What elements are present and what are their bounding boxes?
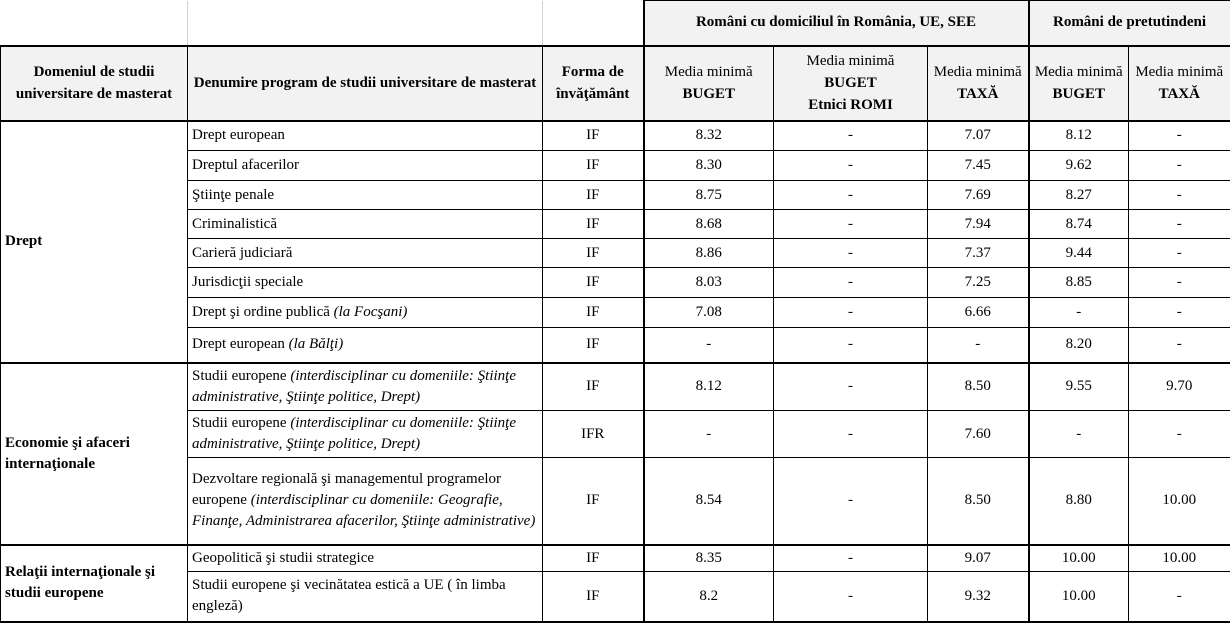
column-header-row	[1, 46, 1230, 121]
min-avg-taxa-pretutindeni-cell: -	[1129, 411, 1230, 458]
empty-cell-form	[543, 1, 644, 46]
col-header-program: Denumire program de studii universitare de masterat	[188, 46, 543, 121]
empty-cell-domain	[1, 1, 188, 46]
table-row	[1, 545, 1230, 572]
metric-label-regular: Media minimă	[1034, 64, 1123, 80]
min-avg-taxa-pretutindeni-cell: 10.00	[1129, 545, 1230, 572]
program-cell	[188, 411, 543, 458]
study-form-cell: IF	[543, 328, 644, 363]
study-form-cell: IF	[543, 210, 644, 239]
min-avg-buget-ro-cell: 8.30	[644, 151, 774, 181]
program-note: (interdisciplinar cu domeniile: Ştiinţe administrative, Ştiinţe politice, Drept)	[192, 415, 516, 452]
metric-label-line2: BUGET	[682, 86, 735, 102]
min-avg-buget-romi-cell: -	[774, 239, 928, 268]
metric-label-regular: Media minimă	[933, 64, 1022, 80]
min-avg-buget-romi-cell: -	[774, 411, 928, 458]
study-form-cell: IF	[543, 298, 644, 328]
study-form-cell: IF	[543, 151, 644, 181]
program-cell	[188, 181, 543, 210]
min-avg-buget-ro-cell: 8.2	[644, 571, 774, 622]
min-avg-taxa-pretutindeni-cell: -	[1129, 151, 1230, 181]
min-avg-taxa-ro-cell: 7.07	[928, 121, 1029, 151]
min-avg-buget-romi-cell: -	[774, 151, 928, 181]
min-avg-buget-ro-cell: 7.08	[644, 298, 774, 328]
min-avg-buget-pretutindeni-cell: -	[1029, 411, 1129, 458]
program-name: Geopolitică şi studii strategice	[192, 549, 375, 566]
min-avg-buget-romi-cell: -	[774, 328, 928, 363]
min-avg-buget-ro-cell: -	[644, 328, 774, 363]
col-header-buget-ro	[644, 46, 774, 121]
group-header-pretutindeni: Români de pretutindeni	[1029, 1, 1230, 46]
program-cell	[188, 298, 543, 328]
domain-cell: Relaţii internaţionale şi studii europene	[1, 545, 188, 623]
min-avg-taxa-ro-cell: 7.60	[928, 411, 1029, 458]
min-avg-buget-pretutindeni-cell: 9.44	[1029, 239, 1129, 268]
col-header-buget-romi	[774, 46, 928, 121]
program-name: Drept european	[192, 127, 285, 144]
empty-cell-program	[188, 1, 543, 46]
metric-label-line2: TAXĂ	[1158, 86, 1200, 102]
min-avg-buget-ro-cell: 8.35	[644, 545, 774, 572]
min-avg-buget-ro-cell: -	[644, 411, 774, 458]
program-cell	[188, 151, 543, 181]
min-avg-taxa-ro-cell: 7.45	[928, 151, 1029, 181]
program-note: (interdisciplinar cu domeniile: Ştiinţe administrative, Ştiinţe politice, Drept)	[192, 367, 516, 405]
program-name: Jurisdicţii speciale	[192, 274, 304, 290]
metric-label-line2: TAXĂ	[957, 86, 999, 102]
min-avg-taxa-ro-cell: 9.07	[928, 545, 1029, 572]
min-avg-buget-pretutindeni-cell: 10.00	[1029, 571, 1129, 622]
min-avg-taxa-ro-cell: 7.94	[928, 210, 1029, 239]
table-body	[1, 121, 1230, 623]
program-name: Criminalistică	[192, 215, 277, 232]
min-avg-taxa-pretutindeni-cell: -	[1129, 210, 1230, 239]
study-form-cell: IFR	[543, 411, 644, 458]
program-cell	[188, 210, 543, 239]
program-name: Drept european	[192, 336, 289, 353]
program-name: Dezvoltare regională şi managementul programelor europene	[192, 471, 502, 509]
min-avg-buget-romi-cell: -	[774, 298, 928, 328]
metric-label-regular: Media minimă	[1135, 64, 1224, 80]
min-avg-buget-pretutindeni-cell: 8.85	[1029, 268, 1129, 298]
min-avg-taxa-ro-cell: -	[928, 328, 1029, 363]
min-avg-taxa-pretutindeni-cell: -	[1129, 328, 1230, 363]
program-name: Studii europene	[192, 415, 291, 431]
min-avg-buget-romi-cell: -	[774, 458, 928, 545]
col-header-form: Forma de învăţământ	[543, 46, 644, 121]
program-cell	[188, 121, 543, 151]
min-avg-buget-pretutindeni-cell: 9.62	[1029, 151, 1129, 181]
min-avg-taxa-ro-cell: 7.69	[928, 181, 1029, 210]
program-cell	[188, 571, 543, 622]
program-note: (la Bălţi)	[288, 336, 344, 353]
min-avg-buget-romi-cell: -	[774, 268, 928, 298]
group-header-row	[1, 1, 1230, 46]
min-avg-taxa-pretutindeni-cell: -	[1129, 268, 1230, 298]
table-row	[1, 121, 1230, 151]
min-avg-buget-ro-cell: 8.86	[644, 239, 774, 268]
program-name: Studii europene şi vecinătatea estică a UE ( în limba engleză)	[192, 577, 506, 615]
min-avg-buget-pretutindeni-cell: 8.12	[1029, 121, 1129, 151]
study-form-cell: IF	[543, 268, 644, 298]
domain-cell: Drept	[1, 121, 188, 363]
program-note: (la Focşani)	[333, 304, 408, 320]
program-name: Dreptul afacerilor	[192, 157, 300, 173]
min-avg-buget-romi-cell: -	[774, 545, 928, 572]
program-cell	[188, 545, 543, 572]
min-avg-taxa-ro-cell: 9.32	[928, 571, 1029, 622]
min-avg-buget-romi-cell: -	[774, 121, 928, 151]
min-avg-taxa-ro-cell: 7.25	[928, 268, 1029, 298]
min-avg-taxa-ro-cell: 8.50	[928, 458, 1029, 545]
program-cell	[188, 239, 543, 268]
min-avg-taxa-pretutindeni-cell: 9.70	[1129, 363, 1230, 411]
domain-cell: Economie şi afaceri internaţionale	[1, 363, 188, 545]
min-avg-buget-romi-cell: -	[774, 181, 928, 210]
min-avg-taxa-pretutindeni-cell: -	[1129, 239, 1230, 268]
program-name: Ştiinţe penale	[192, 186, 275, 203]
metric-label-line2: Etnici ROMI	[808, 97, 893, 113]
min-avg-taxa-pretutindeni-cell: -	[1129, 571, 1230, 622]
study-form-cell: IF	[543, 181, 644, 210]
min-avg-buget-ro-cell: 8.03	[644, 268, 774, 298]
min-avg-buget-romi-cell: -	[774, 363, 928, 411]
program-cell	[188, 363, 543, 411]
program-note: (interdisciplinar cu domeniile: Geografie, Finanţe, Administrarea afacerilor, Ştiinţe administrative)	[192, 492, 536, 530]
min-avg-taxa-pretutindeni-cell: -	[1129, 181, 1230, 210]
study-form-cell: IF	[543, 545, 644, 572]
study-form-cell: IF	[543, 363, 644, 411]
min-avg-taxa-pretutindeni-cell: 10.00	[1129, 458, 1230, 545]
col-header-taxa-ro	[928, 46, 1029, 121]
min-avg-buget-ro-cell: 8.32	[644, 121, 774, 151]
study-form-cell: IF	[543, 571, 644, 622]
min-avg-buget-pretutindeni-cell: 8.80	[1029, 458, 1129, 545]
min-avg-buget-ro-cell: 8.12	[644, 363, 774, 411]
program-name: Studii europene	[192, 367, 291, 384]
min-avg-taxa-pretutindeni-cell: -	[1129, 121, 1230, 151]
min-avg-buget-pretutindeni-cell: 8.20	[1029, 328, 1129, 363]
min-avg-taxa-ro-cell: 6.66	[928, 298, 1029, 328]
program-name: Carieră judiciară	[192, 244, 293, 261]
min-avg-buget-romi-cell: -	[774, 210, 928, 239]
table-row	[1, 363, 1230, 411]
min-avg-buget-romi-cell: -	[774, 571, 928, 622]
col-header-buget-pretutindeni	[1029, 46, 1129, 121]
program-name: Drept şi ordine publică	[192, 304, 334, 320]
min-avg-buget-ro-cell: 8.75	[644, 181, 774, 210]
min-avg-taxa-ro-cell: 7.37	[928, 239, 1029, 268]
col-header-taxa-pretutindeni	[1129, 46, 1230, 121]
program-cell	[188, 268, 543, 298]
study-form-cell: IF	[543, 121, 644, 151]
min-avg-buget-ro-cell: 8.68	[644, 210, 774, 239]
metric-label-regular: Media minimă	[664, 64, 753, 80]
min-avg-buget-pretutindeni-cell: 9.55	[1029, 363, 1129, 411]
min-avg-buget-pretutindeni-cell: 8.74	[1029, 210, 1129, 239]
study-form-cell: IF	[543, 458, 644, 545]
min-avg-buget-pretutindeni-cell: -	[1029, 298, 1129, 328]
program-cell	[188, 328, 543, 363]
program-cell	[188, 458, 543, 545]
col-header-domain: Domeniul de studii universitare de masterat	[1, 46, 188, 121]
metric-label-bold: BUGET	[824, 75, 877, 91]
min-avg-taxa-pretutindeni-cell: -	[1129, 298, 1230, 328]
study-form-cell: IF	[543, 239, 644, 268]
min-avg-buget-ro-cell: 8.54	[644, 458, 774, 545]
group-header-romania-ue-see: Români cu domiciliul în România, UE, SEE	[644, 1, 1029, 46]
min-avg-taxa-ro-cell: 8.50	[928, 363, 1029, 411]
metric-label-line2: BUGET	[1052, 86, 1106, 102]
min-avg-buget-pretutindeni-cell: 10.00	[1029, 545, 1129, 572]
metric-label-regular: Media minimă	[806, 53, 895, 69]
min-avg-buget-pretutindeni-cell: 8.27	[1029, 181, 1129, 210]
